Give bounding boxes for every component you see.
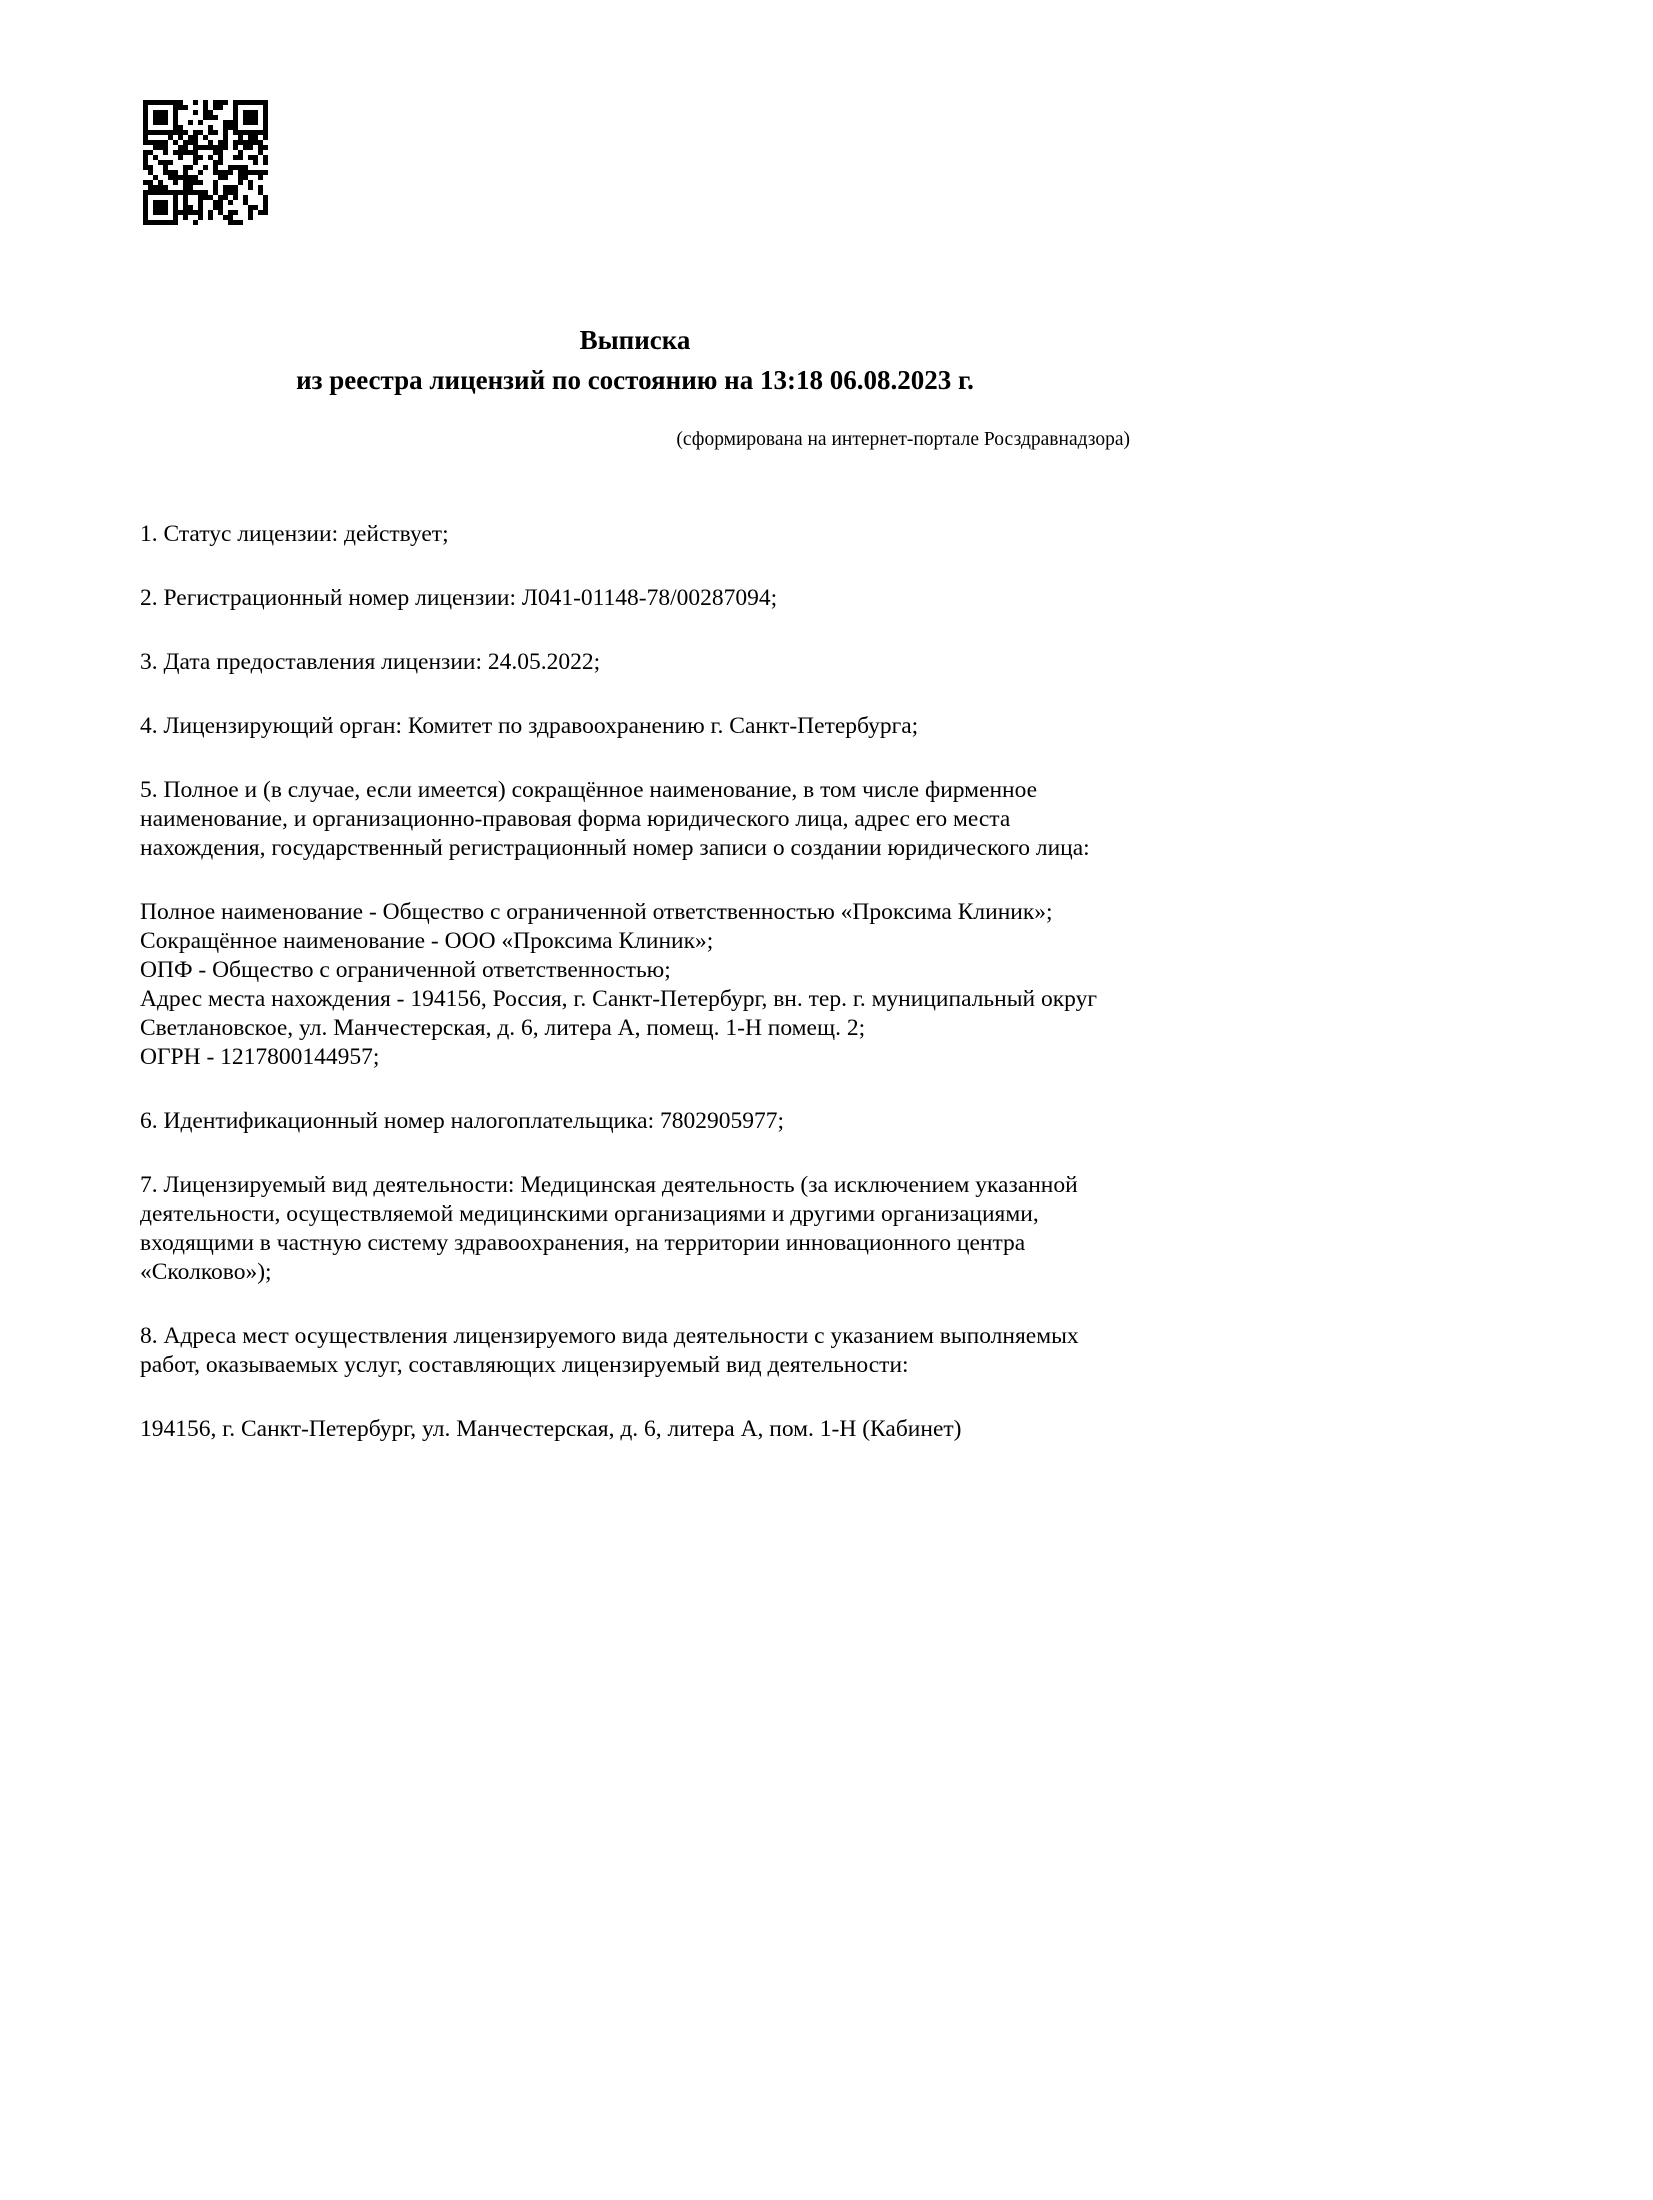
company-short-name: Сокращённое наименование - ООО «Проксима Клиник»; [140,928,714,954]
company-full-name: Полное наименование - Общество с ограниченной ответственностью «Проксима Клиник»; [140,899,1053,925]
company-details-block [140,898,1130,1072]
license-grant-date: 3. Дата предоставления лицензии: 24.05.2022; [140,649,601,675]
item5-intro: 5. Полное и (в случае, если имеется) сокращённое наименование, в том числе фирменное наименование, и организационно-правовая форма юридического лица, адрес его места нахождения, государственный регистрационный номер записи о создании юридического лица: [140,777,1090,861]
document-title [140,320,1130,400]
document-title-line2: из реестра лицензий по состоянию на 13:18 06.08.2023 г. [296,365,974,395]
qr-code [143,100,268,225]
document-title-line1: Выписка [579,325,691,355]
company-ogrn: ОГРН - 1217800144957; [140,1044,380,1070]
addresses-intro: 8. Адреса мест осуществления лицензируемого вида деятельности с указанием выполняемых работ, оказываемых услуг, составляющих лицензируемый вид деятельности: [140,1323,1079,1378]
taxpayer-inn: 6. Идентификационный номер налогоплательщика: 7802905977; [140,1108,785,1134]
generated-note: (сформирована на интернет-портале Росздравнадзора) [676,429,1130,450]
license-reg-number: 2. Регистрационный номер лицензии: Л041-01148-78/00287094; [140,585,778,611]
licensing-authority: 4. Лицензирующий орган: Комитет по здравоохранению г. Санкт-Петербурга; [140,713,919,739]
activity-address: 194156, г. Санкт-Петербург, ул. Манчестерская, д. 6, литера А, пом. 1-Н (Кабинет) [140,1416,962,1442]
company-legal-form: ОПФ - Общество с ограниченной ответственностью; [140,957,671,983]
license-status: 1. Статус лицензии: действует; [140,521,449,547]
page-content [140,100,1130,1479]
licensed-activity: 7. Лицензируемый вид деятельности: Медицинская деятельность (за исключением указанной деятельности, осуществляемой медицинскими организациями и другими организациями, входящими в частную систему здравоохранения, на территории инновационного центра «Сколково»); [140,1172,1078,1285]
company-address: Адрес места нахождения - 194156, Россия, г. Санкт-Петербург, вн. тер. г. муниципальный округ Светлановское, ул. Манчестерская, д. 6, литера А, помещ. 1-Н помещ. 2; [140,986,1097,1041]
